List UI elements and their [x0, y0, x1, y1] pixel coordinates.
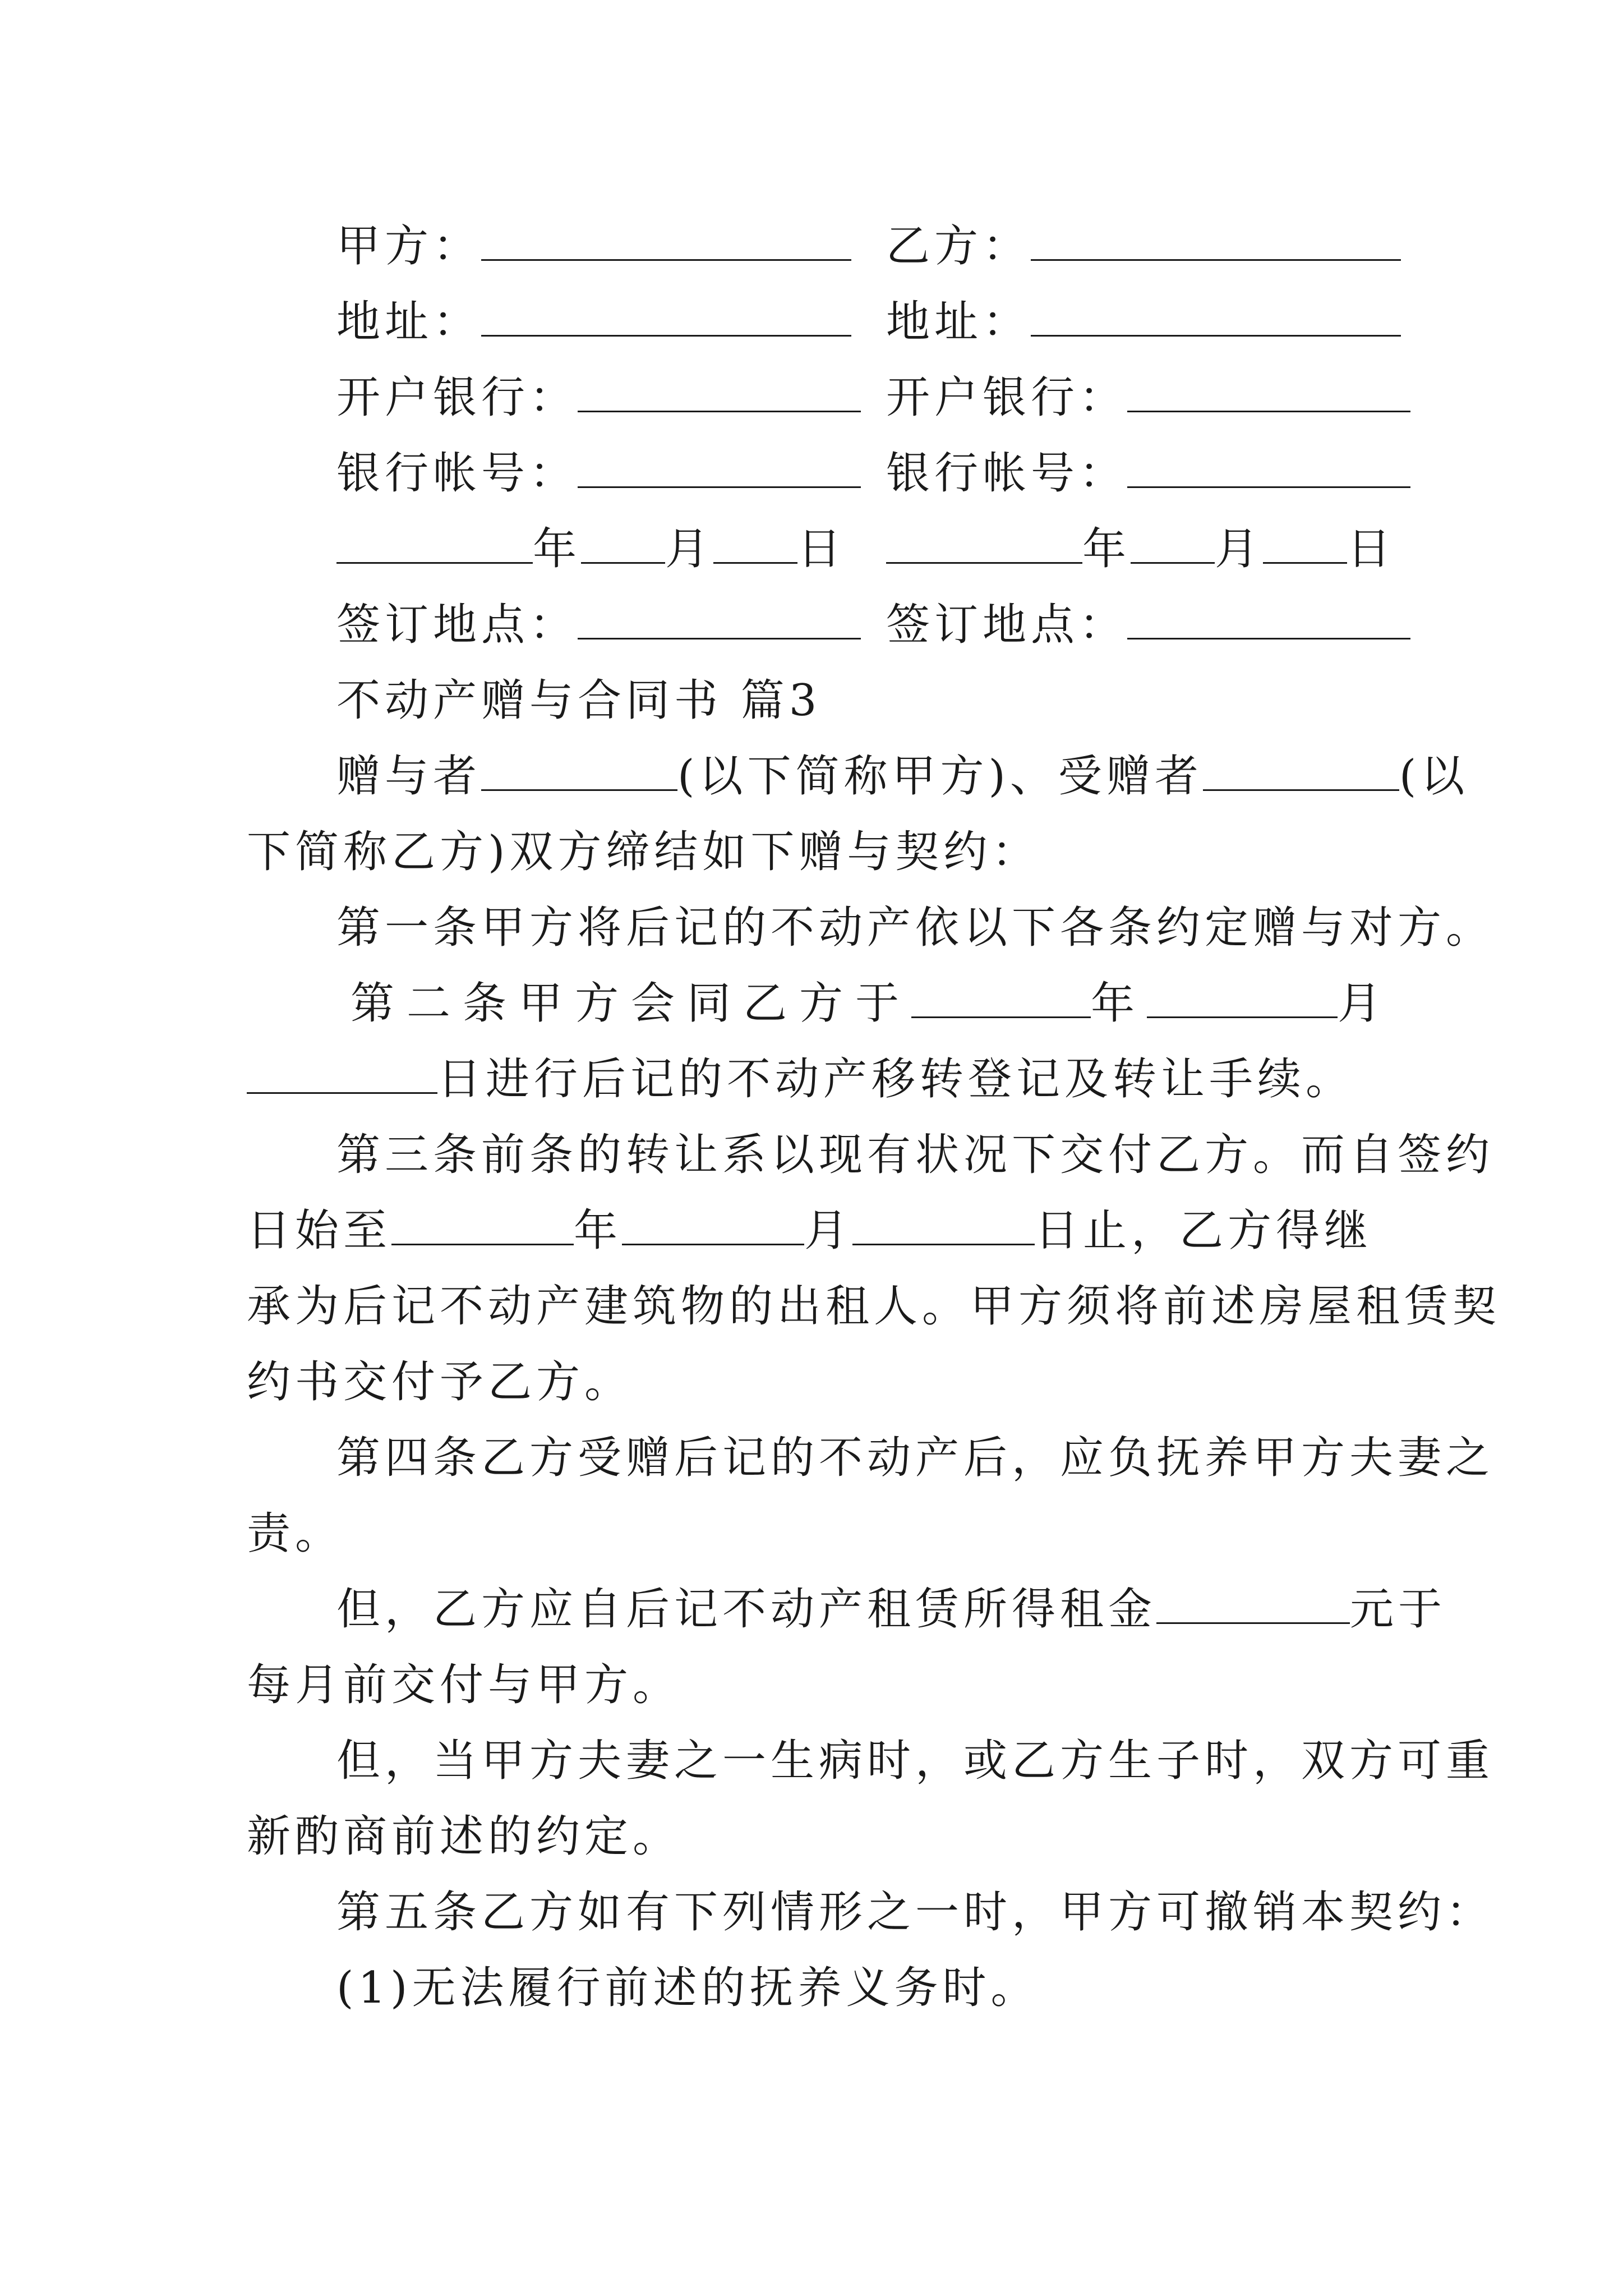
- address-b-row: [886, 297, 1401, 347]
- article-3-line-2: [247, 1205, 1373, 1256]
- article-2-text: 第二条甲方会同乙方于: [351, 978, 912, 1029]
- bank-b-blank[interactable]: [1127, 376, 1410, 412]
- art3-start-label: 日始至: [247, 1205, 392, 1256]
- account-b-label: 银行帐号：: [886, 448, 1128, 499]
- address-b-blank[interactable]: [1031, 300, 1401, 337]
- article-2-line-1: [351, 978, 1394, 1029]
- account-a-row: [336, 448, 861, 499]
- donee-blank[interactable]: [1203, 754, 1399, 791]
- article-3-line-3: 承为后记不动产建筑物的出租人。甲方须将前述房屋租赁契: [247, 1281, 1501, 1332]
- article-5-item-1: (1)无法履行前述的抚养义务时。: [336, 1963, 1039, 2013]
- article-3-line-4: 约书交付予乙方。: [247, 1357, 633, 1407]
- art2-year-blank[interactable]: [911, 982, 1091, 1018]
- place-b-row: [886, 600, 1410, 650]
- rent-line-2: 每月前交付与甲方。: [247, 1660, 681, 1710]
- address-a-row: [336, 297, 851, 347]
- donor-blank[interactable]: [481, 754, 677, 791]
- intro-donor-label: 赠与者: [336, 751, 482, 802]
- rent-line-1: [336, 1584, 1447, 1635]
- date-a-year-label: 年: [533, 524, 582, 574]
- art3-month-blank[interactable]: [622, 1209, 804, 1245]
- date-a-row: [336, 524, 846, 574]
- article-2-text-2: 日进行后记的不动产移转登记及转让手续。: [437, 1054, 1354, 1105]
- intro-line-2: 下简称乙方)双方缔结如下赠与契约：: [247, 827, 1040, 877]
- date-b-month-label: 月: [1215, 524, 1264, 574]
- article-3-line-1: 第三条前条的转让系以现有状况下交付乙方。而自签约: [336, 1130, 1495, 1180]
- art3-year-label: 年: [574, 1205, 623, 1256]
- account-a-blank[interactable]: [578, 452, 861, 488]
- place-a-label: 签订地点：: [336, 600, 578, 650]
- date-a-month-label: 月: [665, 524, 714, 574]
- party-b-row: [886, 221, 1401, 272]
- art2-month-blank[interactable]: [1147, 982, 1338, 1018]
- art3-month-label: 月: [804, 1205, 853, 1256]
- date-b-day-blank[interactable]: [1263, 527, 1347, 564]
- date-b-row: [886, 524, 1396, 574]
- date-b-year-label: 年: [1082, 524, 1131, 574]
- bank-a-label: 开户银行：: [336, 372, 578, 423]
- article-4-line-1: 第四条乙方受赠后记的不动产后，应负抚养甲方夫妻之: [336, 1433, 1495, 1483]
- rent-text: 但，乙方应自后记不动产租赁所得租金: [336, 1584, 1157, 1635]
- art3-tail: 日止，乙方得继: [1035, 1205, 1373, 1256]
- date-b-day-label: 日: [1347, 524, 1396, 574]
- intro-line-1: [336, 751, 1469, 802]
- date-a-day-label: 日: [797, 524, 846, 574]
- account-a-label: 银行帐号：: [336, 448, 578, 499]
- bank-b-label: 开户银行：: [886, 372, 1128, 423]
- date-b-month-blank[interactable]: [1131, 527, 1215, 564]
- place-b-blank[interactable]: [1127, 603, 1410, 639]
- account-b-row: [886, 448, 1410, 499]
- bank-a-blank[interactable]: [578, 376, 861, 412]
- party-b-label: 乙方：: [886, 221, 1031, 272]
- date-a-month-blank[interactable]: [581, 527, 665, 564]
- art3-year-blank[interactable]: [391, 1209, 574, 1245]
- article-2-line-2: [247, 1054, 1354, 1105]
- date-b-year-blank[interactable]: [886, 527, 1082, 564]
- party-b-blank[interactable]: [1031, 224, 1401, 261]
- rent-unit: 元于: [1350, 1584, 1447, 1635]
- bank-b-row: [886, 372, 1410, 423]
- address-a-blank[interactable]: [481, 300, 851, 337]
- account-b-blank[interactable]: [1127, 452, 1410, 488]
- art2-year-label: 年: [1091, 978, 1147, 1029]
- party-a-blank[interactable]: [481, 224, 851, 261]
- address-b-label: 地址：: [886, 297, 1031, 347]
- bank-a-row: [336, 372, 861, 423]
- illness-line-1: 但，当甲方夫妻之一生病时，或乙方生子时，双方可重: [336, 1736, 1495, 1786]
- date-a-day-blank[interactable]: [713, 527, 797, 564]
- section-title: 不动产赠与合同书 篇3: [336, 675, 822, 726]
- place-b-label: 签订地点：: [886, 600, 1128, 650]
- article-5: 第五条乙方如有下列情形之一时，甲方可撤销本契约：: [336, 1887, 1495, 1938]
- article-1: 第一条甲方将后记的不动产依以下各条约定赠与对方。: [336, 903, 1495, 953]
- party-a-label: 甲方：: [336, 221, 482, 272]
- date-a-year-blank[interactable]: [336, 527, 533, 564]
- art2-month-label: 月: [1338, 978, 1394, 1029]
- address-a-label: 地址：: [336, 297, 482, 347]
- place-a-blank[interactable]: [578, 603, 861, 639]
- rent-amount-blank[interactable]: [1156, 1588, 1350, 1624]
- place-a-row: [336, 600, 861, 650]
- art3-day-blank[interactable]: [852, 1209, 1035, 1245]
- illness-line-2: 新酌商前述的约定。: [247, 1811, 681, 1862]
- party-a-row: [336, 221, 851, 272]
- intro-donee-label: (以下简称甲方)、受赠者: [677, 751, 1203, 802]
- article-4-line-2: 责。: [247, 1508, 344, 1559]
- intro-tail: (以: [1399, 751, 1469, 802]
- art2-day-blank[interactable]: [247, 1057, 437, 1094]
